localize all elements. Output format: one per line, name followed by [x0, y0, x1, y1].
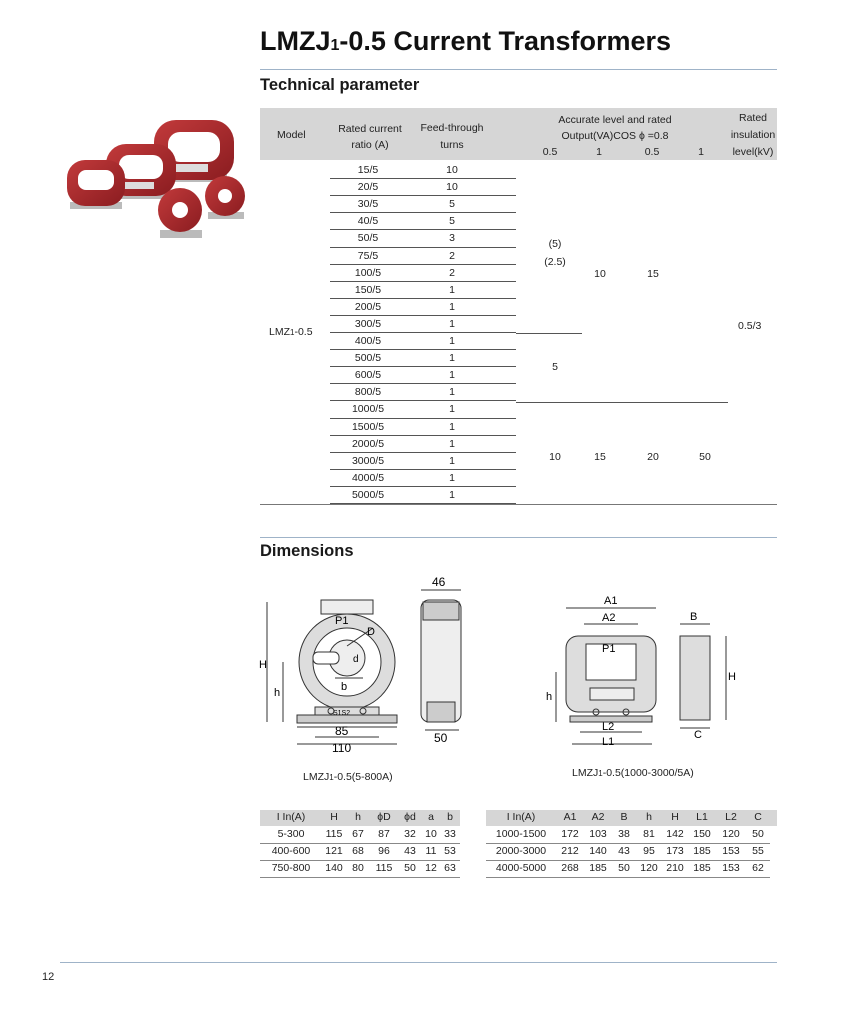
header-accuracy-line2: Output(VA)COS ϕ =0.8 — [561, 130, 669, 142]
header-ratio-line1: Rated current — [338, 123, 402, 135]
ratio-cell: 3000/5 — [351, 454, 385, 467]
dimension-drawing-large — [540, 592, 740, 752]
turns-cell: 1 — [449, 488, 455, 501]
dims-small-cell: 50 — [404, 862, 416, 874]
dims-small-row-divider — [260, 877, 460, 878]
ratio-cell: 4000/5 — [351, 471, 385, 484]
dims-small-cell: 33 — [444, 828, 456, 840]
dims-large-cell: h — [646, 811, 652, 823]
label-H: H — [259, 659, 267, 671]
group1-class05-2: 15 — [647, 268, 659, 280]
ratio-cell: 30/5 — [357, 198, 379, 211]
ratio-cell: 20/5 — [357, 181, 379, 194]
ratio-cell: 800/5 — [354, 386, 382, 399]
dims-large-cell: 172 — [561, 828, 579, 840]
label-B: B — [690, 611, 698, 623]
small-transformer-unit — [67, 160, 125, 209]
dims-large-cell: 185 — [693, 845, 711, 857]
dims-large-cell: B — [620, 811, 628, 823]
dims-large-cell: A1 — [563, 811, 577, 823]
dims-large-row-divider — [486, 860, 770, 861]
dims-large-cell: 50 — [618, 862, 630, 874]
header-acc-col-1: 0.5 — [542, 146, 558, 158]
ratio-cell: 2000/5 — [351, 437, 385, 450]
round-transformer-unit — [158, 188, 202, 238]
header-insulation-line3: level(kV) — [732, 146, 774, 158]
turns-cell: 1 — [449, 471, 455, 484]
label-46: 46 — [432, 575, 446, 589]
dims-large-cell: 120 — [722, 828, 740, 840]
title-rule — [260, 69, 777, 70]
row-divider — [330, 366, 516, 367]
dims-small-cell: 68 — [352, 845, 364, 857]
dims-small-cell: 53 — [444, 845, 456, 857]
row-divider — [330, 281, 516, 282]
ratio-cell: 1500/5 — [351, 420, 385, 433]
ratio-cell: 500/5 — [354, 352, 382, 365]
dims-large-cell: 62 — [752, 862, 764, 874]
dims-small-cell: 10 — [425, 828, 437, 840]
turns-cell: 1 — [449, 454, 455, 467]
dims-large-cell: 55 — [752, 845, 764, 857]
ratio-cell: 150/5 — [354, 283, 382, 296]
row-divider — [330, 212, 516, 213]
label-85: 85 — [335, 724, 349, 738]
turns-cell: 5 — [449, 198, 455, 211]
turns-cell: 1 — [449, 352, 455, 365]
label-P1-large: P1 — [602, 643, 616, 655]
dims-large-cell: L1 — [696, 811, 708, 823]
header-turns-line2: turns — [440, 139, 464, 151]
dims-large-cell: 212 — [561, 845, 579, 857]
dims-small-cell: I In(A) — [276, 811, 306, 823]
header-insulation-line2: insulation — [730, 129, 776, 141]
caption-small-drawing: LMZJ1-0.5(5-800A) — [303, 771, 393, 783]
header-model: Model — [277, 129, 306, 141]
group1-divider — [516, 333, 582, 334]
dims-large-cell: 4000-5000 — [495, 862, 547, 874]
dims-small-cell: a — [428, 811, 434, 823]
header-accuracy-line1: Accurate level and rated — [558, 114, 672, 126]
turns-cell: 1 — [449, 300, 455, 313]
header-acc-col-4: 1 — [698, 146, 704, 158]
ratio-cell: 600/5 — [354, 369, 382, 382]
label-D: D — [367, 626, 375, 638]
row-divider — [330, 229, 516, 230]
row-divider — [330, 178, 516, 179]
label-A2: A2 — [602, 612, 616, 624]
row-divider — [330, 298, 516, 299]
dims-large-cell: 38 — [618, 828, 630, 840]
dims-large-cell: 153 — [722, 845, 740, 857]
dims-small-cell: 140 — [325, 862, 343, 874]
row-divider — [330, 486, 516, 487]
dims-large-cell: 185 — [589, 862, 607, 874]
header-acc-col-2: 1 — [596, 146, 602, 158]
turns-cell: 2 — [449, 249, 455, 262]
dims-small-cell: ϕD — [377, 811, 391, 823]
model-value: LMZ1-0.5 — [269, 326, 313, 338]
label-110: 110 — [332, 741, 352, 755]
dims-small-cell: 11 — [425, 845, 437, 857]
turns-cell: 10 — [446, 181, 458, 194]
dims-large-cell: 50 — [752, 828, 764, 840]
row-divider — [330, 195, 516, 196]
dims-large-cell: L2 — [725, 811, 737, 823]
dims-large-row-divider — [486, 843, 770, 844]
ratio-cell: 5000/5 — [351, 488, 385, 501]
header-acc-col-3: 0.5 — [644, 146, 660, 158]
section-title-dimensions: Dimensions — [260, 542, 354, 560]
label-h-large: h — [546, 691, 553, 703]
row-divider — [330, 383, 516, 384]
dims-small-cell: 400-600 — [271, 845, 311, 857]
dims-small-cell: 80 — [352, 862, 364, 874]
label-A1: A1 — [604, 595, 618, 607]
dims-large-cell: 268 — [561, 862, 579, 874]
row-divider — [330, 469, 516, 470]
dimensions-rule — [260, 537, 777, 538]
dims-large-cell: 103 — [589, 828, 607, 840]
turns-cell: 10 — [446, 164, 458, 176]
row-divider — [330, 315, 516, 316]
label-50: 50 — [434, 731, 448, 745]
dims-large-cell: 173 — [666, 845, 684, 857]
turns-cell: 1 — [449, 437, 455, 450]
dims-small-cell: 121 — [325, 845, 343, 857]
turns-cell: 1 — [449, 420, 455, 433]
label-L2: L2 — [602, 721, 615, 733]
dims-large-cell: 210 — [666, 862, 684, 874]
ratio-cell: 100/5 — [354, 266, 382, 279]
group2-class05: 5 — [552, 361, 558, 373]
row-divider — [330, 418, 516, 419]
dims-large-cell: I In(A) — [506, 811, 536, 823]
dims-small-cell: 87 — [378, 828, 390, 840]
dims-large-cell: 81 — [643, 828, 655, 840]
turns-cell: 1 — [449, 335, 455, 347]
header-ratio-line2: ratio (A) — [351, 139, 389, 151]
dims-large-cell: 2000-3000 — [495, 845, 547, 857]
dims-small-row-divider — [260, 843, 460, 844]
group1-class05-b: (2.5) — [544, 256, 566, 268]
label-h: h — [274, 687, 281, 699]
dims-large-cell: 140 — [589, 845, 607, 857]
dimension-drawing-small — [255, 572, 480, 757]
row-divider — [330, 452, 516, 453]
turns-cell: 2 — [449, 266, 455, 279]
group2-divider — [516, 402, 728, 403]
insulation-level-value: 0.5/3 — [738, 320, 762, 332]
dims-large-cell: H — [671, 811, 679, 823]
dims-small-cell: 115 — [325, 828, 343, 840]
section-title-technical: Technical parameter — [260, 76, 420, 94]
dims-small-cell: H — [330, 811, 338, 823]
dims-large-cell: 120 — [640, 862, 658, 874]
dims-small-cell: 32 — [404, 828, 416, 840]
page-number: 12 — [42, 971, 55, 983]
turns-cell: 1 — [449, 283, 455, 296]
dims-large-cell: 153 — [722, 862, 740, 874]
dims-small-cell: ϕd — [404, 811, 416, 823]
dims-large-cell: 95 — [643, 845, 655, 857]
dims-large-cell: 43 — [618, 845, 630, 857]
group1-class1: 10 — [594, 268, 606, 280]
turns-cell: 1 — [449, 369, 455, 382]
caption-large-drawing: LMZJ1-0.5(1000-3000/5A) — [572, 767, 694, 779]
dims-small-cell: 5-300 — [277, 828, 305, 840]
dims-large-cell: A2 — [591, 811, 605, 823]
dims-small-cell: 750-800 — [271, 862, 311, 874]
tech-table-bottom-rule — [260, 504, 777, 505]
dims-small-cell: 43 — [404, 845, 416, 857]
row-divider — [330, 400, 516, 401]
ratio-cell: 400/5 — [354, 335, 382, 347]
ratio-cell: 200/5 — [354, 300, 382, 313]
dims-large-row-divider — [486, 877, 770, 878]
dims-small-cell: 12 — [425, 862, 437, 874]
ratio-cell: 1000/5 — [351, 403, 385, 416]
row-divider — [330, 247, 516, 248]
dims-small-cell: 115 — [375, 862, 393, 874]
dims-small-cell: b — [447, 811, 453, 823]
row-divider — [330, 332, 516, 333]
label-L1: L1 — [602, 736, 615, 748]
group3-col1: 10 — [549, 451, 561, 463]
ratio-cell: 15/5 — [357, 164, 379, 176]
dims-small-cell: 96 — [378, 845, 390, 857]
turns-cell: 1 — [449, 386, 455, 399]
dims-small-row-divider — [260, 860, 460, 861]
turns-cell: 1 — [449, 403, 455, 416]
round-transformer-unit-2 — [205, 176, 245, 219]
ratio-cell: 40/5 — [357, 215, 379, 228]
turns-cell: 3 — [449, 232, 455, 245]
label-d: d — [353, 654, 359, 665]
group1-class05-a: (5) — [548, 238, 562, 250]
row-divider — [330, 435, 516, 436]
transformer-photo — [62, 112, 252, 252]
label-s1s2: S1S2 — [333, 710, 351, 717]
dims-small-cell: h — [355, 811, 361, 823]
header-turns-line1: Feed-through — [420, 122, 484, 134]
dims-large-cell: C — [754, 811, 762, 823]
footer-rule — [60, 962, 777, 963]
label-H-large: H — [728, 671, 736, 683]
label-C: C — [694, 729, 702, 741]
dims-large-cell: 185 — [693, 862, 711, 874]
dims-large-cell: 1000-1500 — [495, 828, 547, 840]
group3-col3: 20 — [647, 451, 659, 463]
dims-small-cell: 67 — [352, 828, 364, 840]
ratio-cell: 300/5 — [354, 317, 382, 330]
label-b: b — [341, 681, 348, 693]
group3-col2: 15 — [594, 451, 606, 463]
page-title: LMZJ1-0.5 Current Transformers — [260, 26, 672, 56]
row-divider — [330, 349, 516, 350]
label-P1: P1 — [335, 615, 349, 627]
row-divider — [330, 264, 516, 265]
header-insulation-line1: Rated — [738, 112, 768, 124]
dims-large-cell: 142 — [666, 828, 684, 840]
turns-cell: 5 — [449, 215, 455, 228]
group3-col4: 50 — [699, 451, 711, 463]
ratio-cell: 75/5 — [357, 249, 379, 262]
ratio-cell: 50/5 — [357, 232, 379, 245]
dims-small-cell: 63 — [444, 862, 456, 874]
dims-large-cell: 150 — [693, 828, 711, 840]
turns-cell: 1 — [449, 317, 455, 330]
